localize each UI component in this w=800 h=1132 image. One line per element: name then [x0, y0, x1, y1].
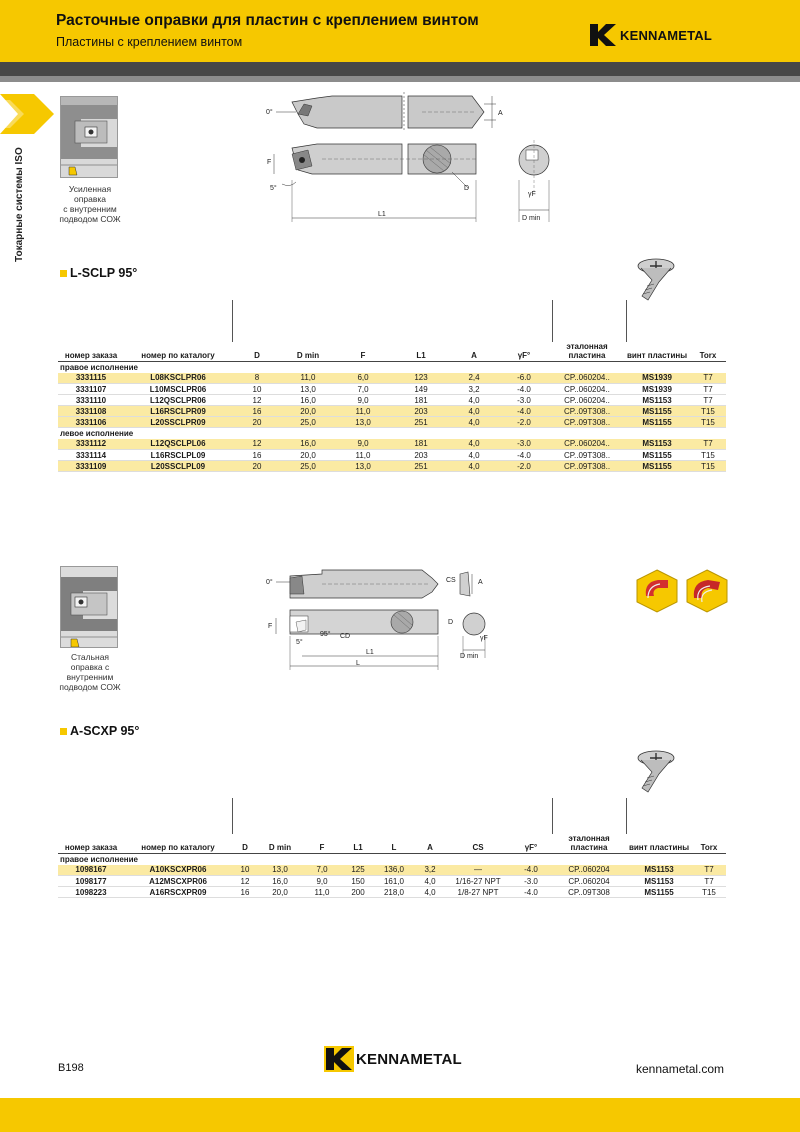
col-header: D	[232, 834, 258, 854]
table-cell: MS1153	[624, 395, 690, 406]
table-cell: 2,4	[450, 373, 498, 384]
table-row	[58, 439, 726, 450]
table-cell: 16	[232, 450, 282, 461]
table-cell: CP..060204..	[550, 384, 624, 395]
table2-divider	[232, 798, 233, 834]
table-cell: 3331106	[58, 417, 124, 428]
header-divider-light	[0, 76, 800, 82]
table-cell: CP..09T308..	[550, 461, 624, 472]
table-cell: 16,0	[282, 439, 334, 450]
table-cell: 203	[392, 406, 450, 417]
col-header: винт пластины	[624, 342, 690, 362]
col-header: L	[374, 834, 414, 854]
col-header: γF°	[498, 342, 550, 362]
table-cell: 4,0	[414, 876, 446, 887]
table-cell: 16,0	[282, 395, 334, 406]
table-cell: L12QSCLPL06	[124, 439, 232, 450]
section2-caption-line: внутренним	[66, 672, 114, 682]
table-cell: 13,0	[258, 865, 302, 876]
page-title: Расточные оправки для пластин с креплением винтом	[56, 12, 479, 29]
coolant-through-icon	[634, 568, 730, 614]
table-cell: L16RSCLPR09	[124, 406, 232, 417]
table-cell: 6,0	[334, 373, 392, 384]
drawing2-label-gF: γF	[480, 635, 488, 642]
table-cell: 1098177	[58, 876, 124, 887]
col-header: эталонная пластина	[550, 342, 624, 362]
table-cell: 12	[232, 439, 282, 450]
table-cell: 4,0	[450, 417, 498, 428]
table-cell: -4.0	[498, 384, 550, 395]
table-cell: 20	[232, 461, 282, 472]
website-link[interactable]: kennametal.com	[636, 1062, 725, 1076]
table-cell: MS1153	[624, 439, 690, 450]
table-cell: MS1939	[624, 384, 690, 395]
table-cell: CP..060204..	[550, 439, 624, 450]
table-cell: 3331109	[58, 461, 124, 472]
table-cell: 1098167	[58, 865, 124, 876]
col-header: γF°	[510, 834, 552, 854]
table-cell: CP..09T308	[552, 887, 626, 898]
section1-title-text: L-SCLP 95°	[70, 266, 138, 280]
col-header: номер по каталогу	[124, 834, 232, 854]
drawing2-label-F: F	[268, 623, 273, 630]
drawing2-label-L1: L1	[366, 649, 374, 656]
table-cell: T7	[692, 876, 726, 887]
table-cell: 4,0	[450, 406, 498, 417]
table-cell: MS1939	[624, 373, 690, 384]
table-cell: 13,0	[282, 384, 334, 395]
table-cell: MS1155	[624, 417, 690, 428]
table-cell: MS1153	[626, 865, 692, 876]
table-cell: MS1155	[624, 461, 690, 472]
table-cell: -3.0	[498, 439, 550, 450]
table-cell: 1/16-27 NPT	[446, 876, 510, 887]
table-row	[58, 887, 726, 898]
table-cell: 3,2	[414, 865, 446, 876]
col-header: L1	[392, 342, 450, 362]
side-label: Токарные системы ISO	[14, 147, 25, 262]
table-cell: T15	[690, 406, 726, 417]
table-cell: 3331107	[58, 384, 124, 395]
table-cell: MS1155	[624, 406, 690, 417]
drawing2-label-A: A	[478, 579, 483, 586]
col-header: A	[414, 834, 446, 854]
table-cell: A10KSCXPR06	[124, 865, 232, 876]
table-cell: T15	[690, 461, 726, 472]
section1-caption	[56, 184, 124, 224]
table-cell: 251	[392, 461, 450, 472]
torx-screw-icon	[634, 748, 678, 794]
table-cell: L20SSCLPR09	[124, 417, 232, 428]
section2-thumbnail	[60, 566, 118, 648]
section1-caption-line: оправка	[74, 194, 106, 204]
drawing2-label-Dmin: D min	[460, 653, 479, 660]
section1-caption-line: подводом СОЖ	[59, 214, 121, 224]
drawing-label-Dmin: D min	[522, 215, 541, 222]
drawing-label-angle0: 0°	[266, 109, 273, 116]
table-header-row	[58, 834, 726, 854]
col-header: номер заказа	[58, 834, 124, 854]
table-cell: -4.0	[498, 450, 550, 461]
chevron-icon	[0, 94, 56, 134]
table-cell: 125	[342, 865, 374, 876]
table-row	[58, 461, 726, 472]
table-cell: 149	[392, 384, 450, 395]
kennametal-logo-icon	[324, 1046, 354, 1072]
table-cell: L16RSCLPL09	[124, 450, 232, 461]
table-cell: 11,0	[334, 406, 392, 417]
table-cell: 181	[392, 395, 450, 406]
table-cell: T15	[692, 887, 726, 898]
table-cell: 203	[392, 450, 450, 461]
table-cell: 11,0	[334, 450, 392, 461]
table-cell: 3331110	[58, 395, 124, 406]
table-cell: CP..060204..	[550, 373, 624, 384]
section2-title	[60, 724, 139, 738]
page-subtitle: Пластины с креплением винтом	[56, 35, 243, 49]
table1-divider	[626, 300, 627, 342]
section1-caption-line: с внутренним	[63, 204, 117, 214]
col-header: Torx	[692, 834, 726, 854]
table-cell: MS1155	[624, 450, 690, 461]
table-cell: T7	[690, 373, 726, 384]
table-cell: T7	[690, 384, 726, 395]
table-cell: 13,0	[334, 417, 392, 428]
table-cell: CP..060204	[552, 876, 626, 887]
table-cell: 16	[232, 887, 258, 898]
table-cell: 150	[342, 876, 374, 887]
table-cell: 20	[232, 417, 282, 428]
table-cell: CP..09T308..	[550, 406, 624, 417]
table-cell: -2.0	[498, 461, 550, 472]
group-label: правое исполнение	[60, 854, 138, 864]
table-cell: L20SSCLPL09	[124, 461, 232, 472]
table-cell: 25,0	[282, 417, 334, 428]
table2-divider	[626, 798, 627, 834]
table-cell: T7	[690, 439, 726, 450]
col-header: L1	[342, 834, 374, 854]
section2-caption-line: оправка с	[70, 662, 110, 672]
table-row	[58, 373, 726, 384]
col-header: номер заказа	[58, 342, 124, 362]
table-cell: 3331108	[58, 406, 124, 417]
table-cell: 10	[232, 384, 282, 395]
table-cell: 20,0	[258, 887, 302, 898]
table-cell: 13,0	[334, 461, 392, 472]
table-cell: 4,0	[414, 887, 446, 898]
drawing-label-A: A	[498, 110, 503, 117]
col-header: A	[450, 342, 498, 362]
drawing-label-F: F	[267, 159, 272, 166]
table-cell: -4.0	[510, 865, 552, 876]
table-cell: 9,0	[302, 876, 342, 887]
table-cell: -3.0	[498, 395, 550, 406]
table-cell: 136,0	[374, 865, 414, 876]
table-cell: 251	[392, 417, 450, 428]
col-header: D min	[282, 342, 334, 362]
section1-tool-drawing	[262, 92, 562, 226]
section2-tool-drawing	[262, 566, 502, 672]
section2-title-text: A-SCXP 95°	[70, 724, 140, 738]
section-marker-icon	[60, 270, 67, 277]
kennametal-logo-icon	[588, 22, 618, 48]
table-cell: 7,0	[334, 384, 392, 395]
section2-caption-line: Стальная	[70, 652, 110, 662]
drawing2-label-CS: CS	[446, 577, 456, 584]
table-cell: 9,0	[334, 395, 392, 406]
table-cell: T7	[692, 865, 726, 876]
table-cell: MS1155	[626, 887, 692, 898]
drawing2-label-angle95: 95°	[320, 631, 331, 638]
table-cell: 7,0	[302, 865, 342, 876]
table-cell: 16,0	[258, 876, 302, 887]
table-row	[58, 450, 726, 461]
table-header-row	[58, 342, 726, 362]
table-cell: CP..09T308..	[550, 450, 624, 461]
table-cell: T15	[690, 450, 726, 461]
table-cell: -6.0	[498, 373, 550, 384]
col-header: F	[302, 834, 342, 854]
section1-title	[60, 266, 137, 280]
section1-caption-line: Усиленная	[68, 184, 112, 194]
table-cell: -2.0	[498, 417, 550, 428]
table-cell: 4,0	[450, 439, 498, 450]
col-header: D	[232, 342, 282, 362]
table1-divider	[552, 300, 553, 342]
table-cell: 4,0	[450, 461, 498, 472]
table-cell: 3331114	[58, 450, 124, 461]
table-cell: 181	[392, 439, 450, 450]
table-cell: A12MSCXPR06	[124, 876, 232, 887]
col-header: эталонная пластина	[552, 834, 626, 854]
table-cell: MS1153	[626, 876, 692, 887]
table-cell: 16	[232, 406, 282, 417]
table-cell: 218,0	[374, 887, 414, 898]
drawing-label-gF: γF	[528, 191, 536, 198]
table-cell: 1/8-27 NPT	[446, 887, 510, 898]
table-cell: -4.0	[498, 406, 550, 417]
table-cell: A16RSCXPR09	[124, 887, 232, 898]
drawing-label-D: D	[464, 185, 470, 192]
drawing2-label-angle0: 0°	[266, 579, 273, 586]
table-cell: 1098223	[58, 887, 124, 898]
col-header: номер по каталогу	[124, 342, 232, 362]
drawing2-label-D: D	[448, 619, 454, 626]
table-cell: 11,0	[302, 887, 342, 898]
table-cell: 20,0	[282, 450, 334, 461]
table-cell: 123	[392, 373, 450, 384]
table-cell: 12	[232, 395, 282, 406]
drawing2-label-L: L	[356, 660, 360, 667]
table-cell: -4.0	[510, 887, 552, 898]
table-group-row	[58, 854, 726, 865]
table-group-row	[58, 362, 726, 373]
table-row	[58, 865, 726, 876]
table-row	[58, 406, 726, 417]
section-marker-icon	[60, 728, 67, 735]
table-cell: 20,0	[282, 406, 334, 417]
page-number: B198	[58, 1062, 84, 1074]
drawing2-label-angle5: 5°	[296, 639, 303, 646]
table2-divider	[552, 798, 553, 834]
table-row	[58, 417, 726, 428]
table-cell: L10MSCLPR06	[124, 384, 232, 395]
table1-divider	[232, 300, 233, 342]
drawing-label-angle5: 5°	[270, 185, 277, 192]
table-cell: CP..060204..	[550, 395, 624, 406]
table-cell: L08KSCLPR06	[124, 373, 232, 384]
table-cell: 4,0	[450, 395, 498, 406]
table-cell: 3331112	[58, 439, 124, 450]
header-logo	[588, 22, 712, 48]
table-cell: 161,0	[374, 876, 414, 887]
table-cell: CP..09T308..	[550, 417, 624, 428]
footer-logo	[324, 1046, 462, 1072]
col-header: винт пластины	[626, 834, 692, 854]
table-cell: 9,0	[334, 439, 392, 450]
table-cell: 25,0	[282, 461, 334, 472]
header-logo-text: KENNAMETAL	[620, 27, 713, 43]
drawing-label-L1: L1	[378, 211, 386, 218]
torx-screw-icon	[634, 256, 678, 302]
table-row	[58, 876, 726, 887]
table-cell: CP..060204	[552, 865, 626, 876]
table-row	[58, 395, 726, 406]
table-cell: 11,0	[282, 373, 334, 384]
header-divider	[0, 62, 800, 76]
group-label: левое исполнение	[60, 428, 134, 438]
table-cell: 8	[232, 373, 282, 384]
table-cell: 3331115	[58, 373, 124, 384]
col-header: Torx	[690, 342, 726, 362]
table-cell: T15	[690, 417, 726, 428]
table-cell: 3,2	[450, 384, 498, 395]
table-row	[58, 384, 726, 395]
table-cell: 200	[342, 887, 374, 898]
table-cell: 4,0	[450, 450, 498, 461]
table-cell: L12QSCLPR06	[124, 395, 232, 406]
table-cell: —	[446, 865, 510, 876]
col-header: CS	[446, 834, 510, 854]
section2-table	[58, 834, 726, 898]
footer-logo-text: KENNAMETAL	[356, 1050, 462, 1068]
table-cell: T7	[690, 395, 726, 406]
drawing2-label-CD: CD	[340, 633, 351, 640]
section2-caption-line: подводом СОЖ	[59, 682, 121, 692]
footer-bar	[0, 1098, 800, 1132]
section2-caption	[56, 652, 124, 692]
group-label: правое исполнение	[60, 362, 138, 372]
table-cell: -3.0	[510, 876, 552, 887]
col-header: D min	[258, 834, 302, 854]
section1-thumbnail	[60, 96, 118, 178]
section1-table	[58, 342, 726, 472]
table-cell: 12	[232, 876, 258, 887]
col-header: F	[334, 342, 392, 362]
table-group-row	[58, 428, 726, 439]
table-cell: 10	[232, 865, 258, 876]
